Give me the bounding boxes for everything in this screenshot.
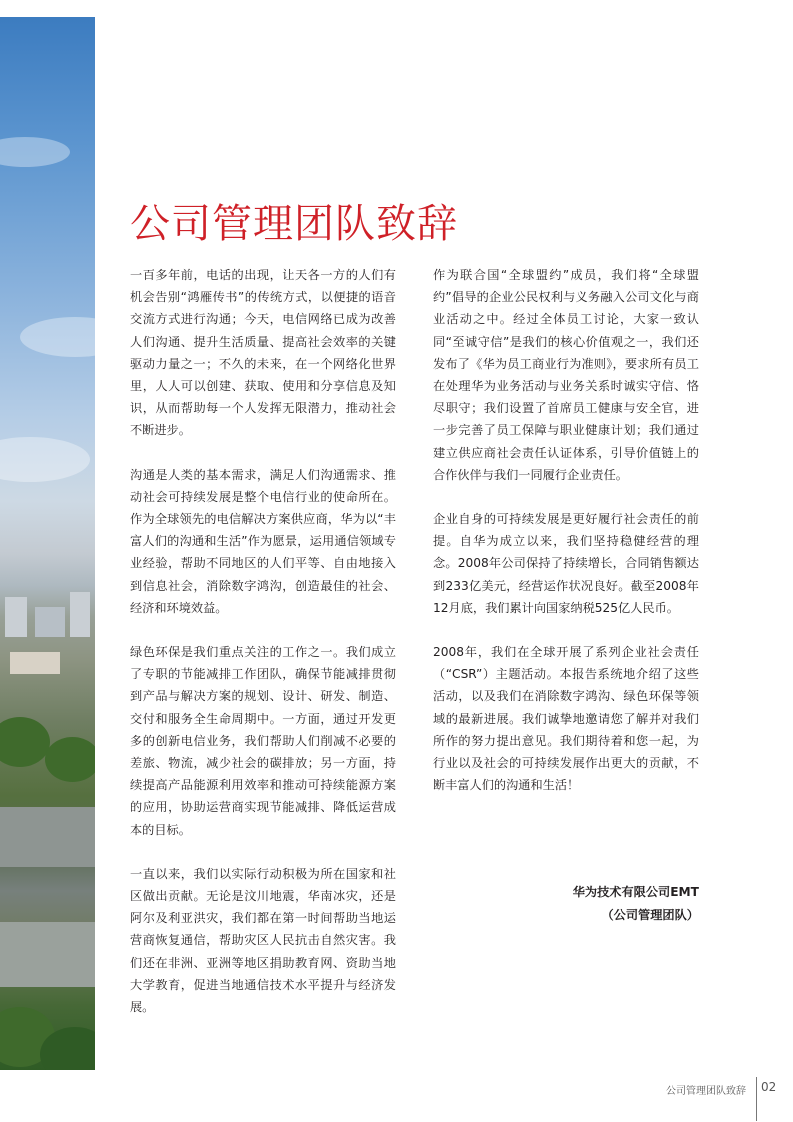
page-title: 公司管理团队致辞 — [130, 201, 458, 247]
paragraph: 2008年，我们在全球开展了系列企业社会责任（“CSR”）主题活动。本报告系统地介绍了这些活动，以及我们在消除数字鸿沟、绿色环保等领域的最新进展。我们诚挚地邀请您了解并对我们所作的努力提出意见。我们期待着和您一起，为行业以及社会的可持续发展作出更大的贡献，不断丰富人们的沟通和生活！ — [433, 645, 699, 793]
signature-block — [433, 881, 699, 926]
cloud-shape — [0, 437, 90, 482]
left-text-column — [130, 264, 396, 1040]
tree-shape — [45, 737, 95, 782]
signature-team: （公司管理团队） — [601, 907, 699, 922]
signature-company: 华为技术有限公司EMT — [572, 885, 699, 899]
paragraph: 作为联合国“全球盟约”成员，我们将“全球盟约”倡导的企业公民权利与义务融入公司文化与商业活动之中。经过全体员工讨论，大家一致认同“至诚守信”是我们的核心价值观之一，我们还发布了《华为员工商业行为准则》，要求所有员工在处理华为业务活动与业务关系时诚实守信、恪尽职守；我们设置了首席员工健康与安全官，进一步完善了员工保障与职业健康计划；我们通过建立供应商社会责任认证体系，引导价值链上的合作伙伴与我们一同履行企业责任。 — [433, 268, 699, 482]
paragraph: 一直以来，我们以实际行动积极为所在国家和社区做出贡献。无论是汶川地震，华南冰灾，还是阿尔及利亚洪灾，我们都在第一时间帮助当地运营商恢复通信，帮助灾区人民抗击自然灾害。我们还在非洲、亚洲等地区捐助教育网、资助当地大学教育，促进当地通信技术水平提升与经济发展。 — [130, 866, 396, 1015]
page-number: 02 — [761, 1080, 777, 1094]
cloud-shape — [20, 317, 95, 357]
building-shape — [35, 607, 65, 637]
city-photo-strip — [0, 17, 95, 1070]
right-text-column — [433, 264, 699, 818]
road-shape — [0, 807, 95, 867]
paragraph: 沟通是人类的基本需求，满足人们沟通需求、推动社会可持续发展是整个电信行业的使命所在。作为全球领先的电信解决方案供应商，华为以“丰富人们的沟通和生活”作为愿景，运用通信领域专业经验，帮助不同地区的人们平等、自由地接入到信息社会，消除数字鸿沟，创造最佳的社会、经济和环境效益。 — [130, 467, 396, 615]
building-shape — [10, 652, 60, 674]
road-shape — [0, 922, 95, 987]
tree-shape — [0, 717, 50, 767]
paragraph: 企业自身的可持续发展是更好履行社会责任的前提。自华为成立以来，我们坚持稳健经营的理念。2008年公司保持了持续增长，合同销售额达到233亿美元，经营运作状况良好。截至2008年12月底，我们累计向国家纳税525亿人民币。 — [433, 512, 699, 615]
footer-divider — [756, 1077, 757, 1121]
footer-section-label: 公司管理团队致辞 — [666, 1086, 746, 1097]
paragraph: 一百多年前，电话的出现，让天各一方的人们有机会告别“鸿雁传书”的传统方式，以便捷的语音交流方式进行沟通；今天，电信网络已成为改善人们沟通、提升生活质量、提高社会效率的关键驱动力量之一；不久的未来，在一个网络化世界里，人人可以创建、获取、使用和分享信息及知识，从而帮助每一个人发挥无限潜力，推动社会不断进步。 — [130, 268, 396, 438]
paragraph: 绿色环保是我们重点关注的工作之一。我们成立了专职的节能减排工作团队，确保节能减排贯彻到产品与解决方案的规划、设计、研发、制造、交付和服务全生命周期中。一方面，通过开发更多的创新电信业务，我们帮助人们削减不必要的差旅、物流，减少社会的碳排放；另一方面，持续提高产品能源利用效率和推动可持续能源方案的应用，协助运营商实现节能减排、降低运营成本的目标。 — [130, 645, 396, 837]
building-shape — [70, 592, 90, 637]
cloud-shape — [0, 137, 70, 167]
building-shape — [5, 597, 27, 637]
